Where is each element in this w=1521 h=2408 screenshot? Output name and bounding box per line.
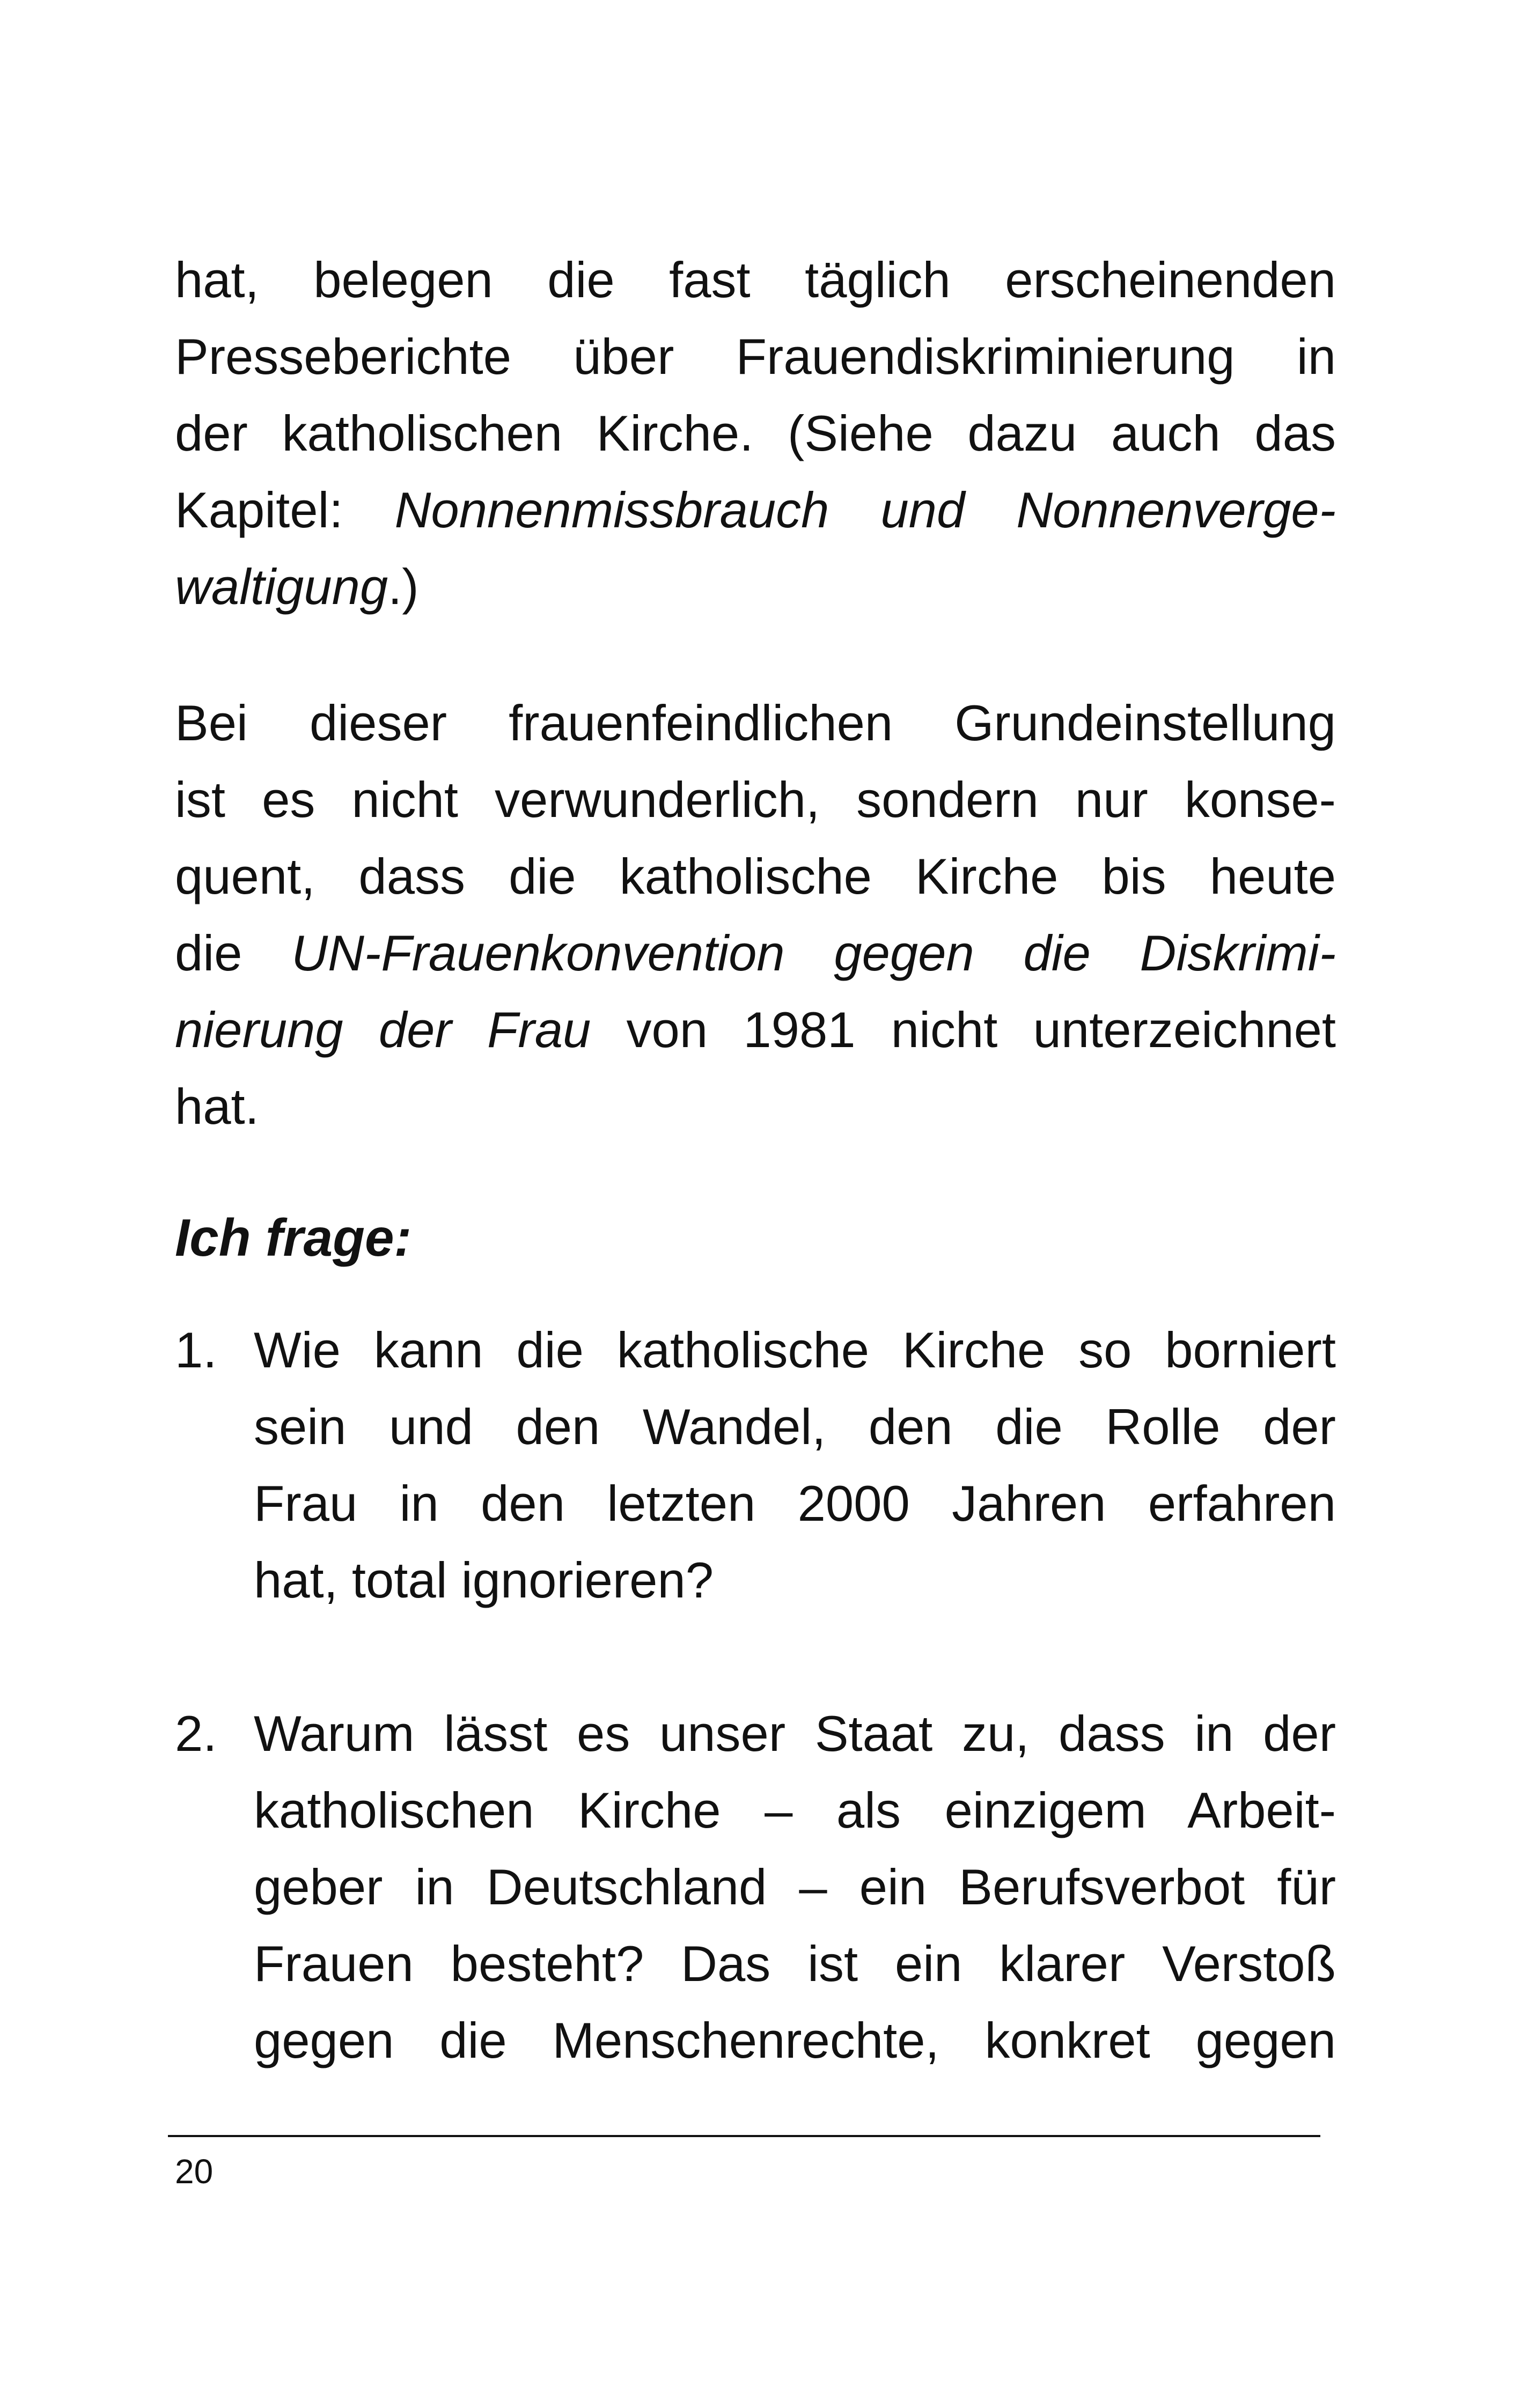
page-number: 20 xyxy=(175,2152,214,2191)
text-line: quent, dass die katholische Kirche bis heute xyxy=(175,848,1336,904)
paragraph-press-reports xyxy=(175,241,1336,625)
text-segment: .) xyxy=(388,558,419,615)
text-line: sein und den Wandel, den die Rolle der xyxy=(254,1398,1336,1455)
text-segment: die xyxy=(175,925,292,981)
text-line: hat. xyxy=(175,1078,259,1135)
text-line: der katholischen Kirche. (Siehe dazu auch das xyxy=(175,405,1336,461)
text-line xyxy=(175,915,1336,991)
section-heading: Ich frage: xyxy=(175,1208,412,1267)
text-line: hat, total ignorieren? xyxy=(254,1552,714,1608)
chapter-reference: Nonnenmissbrauch und Nonnenverge- xyxy=(394,482,1336,538)
footer-divider xyxy=(168,2135,1320,2137)
text-line: Presseberichte über Frauendiskriminierung in xyxy=(175,328,1336,385)
text-line: gegen die Menschenrechte, konkret gegen xyxy=(254,2012,1336,2068)
list-item xyxy=(175,1695,1336,2079)
text-line xyxy=(175,548,1336,625)
text-line: Frauen besteht? Das ist ein klarer Verstoß xyxy=(254,1935,1336,1992)
text-line: Bei dieser frauenfeindlichen Grundeinstellung xyxy=(175,695,1336,751)
text-line: Frau in den letzten 2000 Jahren erfahren xyxy=(254,1475,1336,1531)
list-item-number: 1. xyxy=(175,1322,217,1378)
text-line xyxy=(175,472,1336,548)
text-segment: Kapitel: xyxy=(175,482,395,538)
chapter-reference-continued: waltigung xyxy=(175,558,388,615)
text-line xyxy=(175,991,1336,1068)
list-item-text xyxy=(254,1695,1336,2079)
list-item-number: 2. xyxy=(175,1705,217,1762)
text-line: hat, belegen die fast täglich erscheinenden xyxy=(175,252,1336,308)
convention-title-continued: nierung der Frau xyxy=(175,1002,591,1058)
paragraph-un-convention xyxy=(175,684,1336,1145)
text-line: ist es nicht verwunderlich, sondern nur konse- xyxy=(175,771,1336,828)
list-item-text xyxy=(254,1312,1336,1618)
text-line: Wie kann die katholische Kirche so borniert xyxy=(254,1322,1336,1378)
text-segment: von 1981 nicht unterzeichnet xyxy=(591,1002,1336,1058)
text-line: Warum lässt es unser Staat zu, dass in der xyxy=(254,1705,1336,1762)
list-item xyxy=(175,1312,1336,1618)
text-line: geber in Deutschland – ein Berufsverbot für xyxy=(254,1859,1336,1915)
text-line: katholischen Kirche – als einzigem Arbeit- xyxy=(254,1782,1336,1838)
convention-title: UN-Frauenkonvention gegen die Diskrimi- xyxy=(291,925,1336,981)
